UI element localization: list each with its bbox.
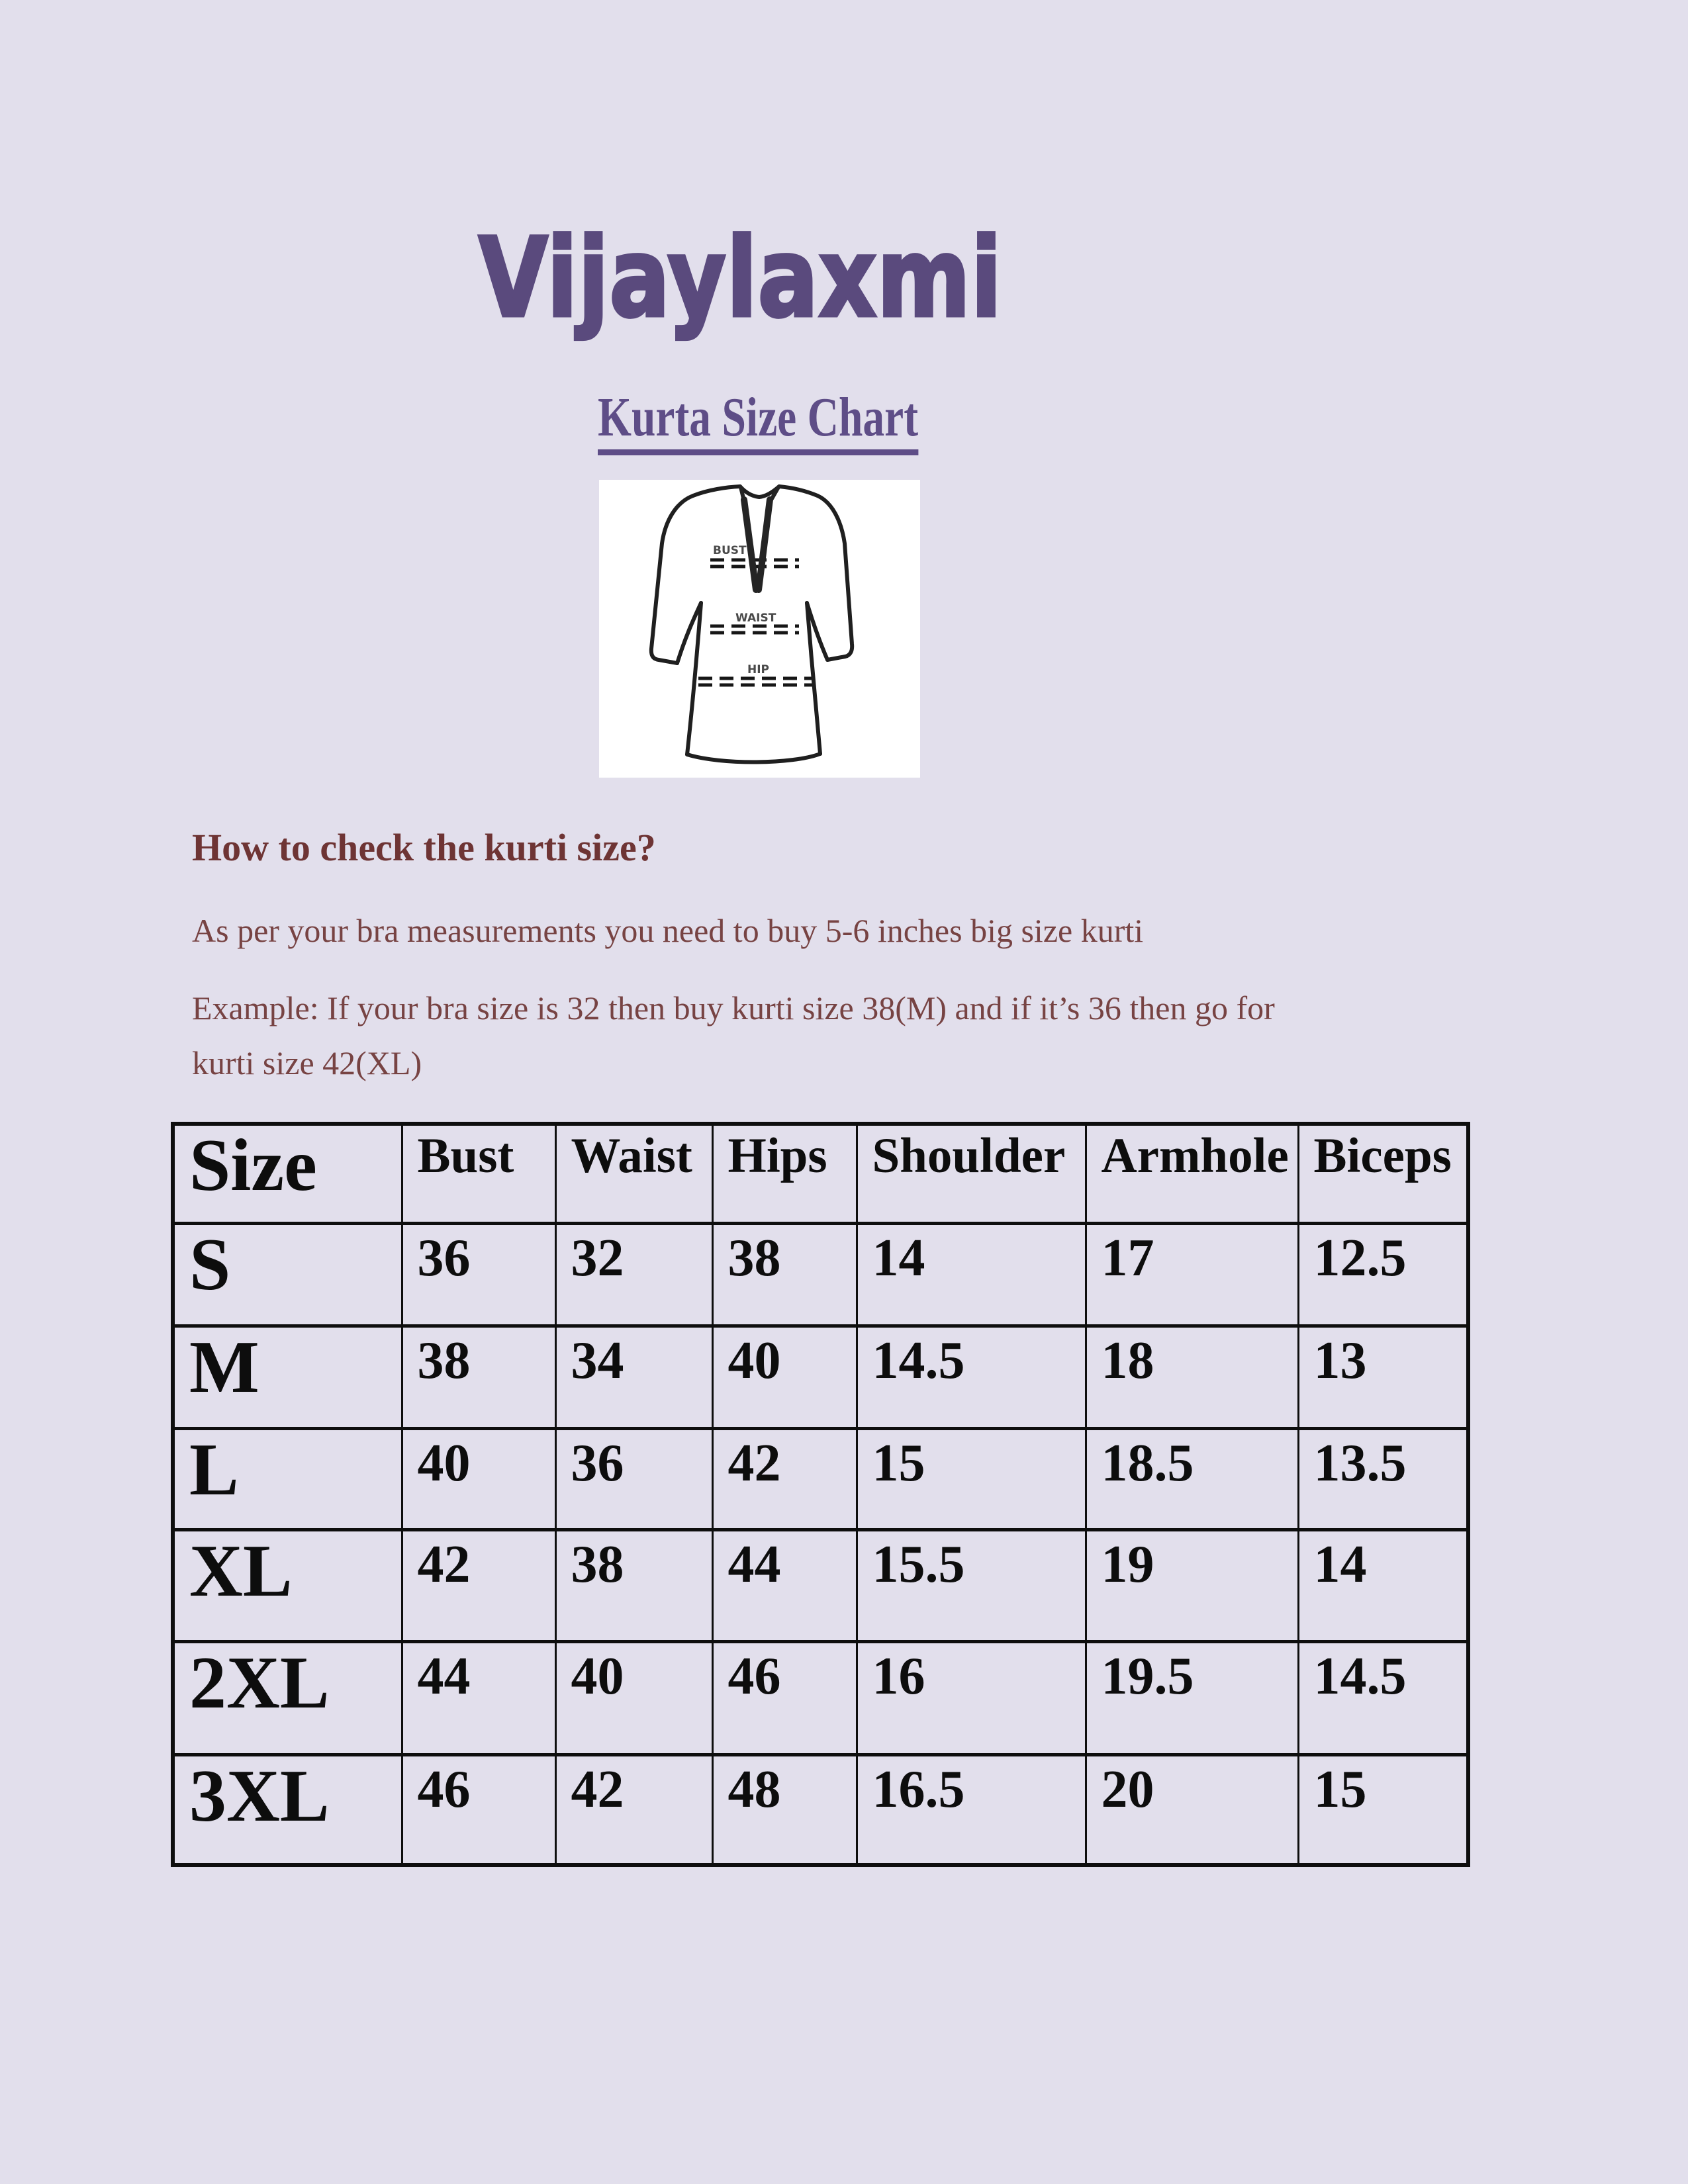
cell-value: 34 bbox=[555, 1326, 712, 1428]
header-size: Size bbox=[173, 1124, 402, 1223]
cell-value: 14.5 bbox=[1298, 1641, 1468, 1754]
table-row bbox=[173, 1641, 1468, 1754]
size-label: XL bbox=[173, 1529, 402, 1641]
cell-value: 16.5 bbox=[857, 1754, 1086, 1865]
waist-label: WAIST bbox=[735, 612, 776, 625]
cell-value: 42 bbox=[712, 1428, 857, 1529]
size-label: 3XL bbox=[173, 1754, 402, 1865]
cell-value: 15.5 bbox=[857, 1529, 1086, 1641]
cell-value: 36 bbox=[555, 1428, 712, 1529]
table-header-row bbox=[173, 1124, 1468, 1223]
size-label: S bbox=[173, 1223, 402, 1326]
cell-value: 38 bbox=[555, 1529, 712, 1641]
cell-value: 20 bbox=[1086, 1754, 1298, 1865]
cell-value: 14 bbox=[857, 1223, 1086, 1326]
hip-label: HIP bbox=[747, 663, 770, 676]
kurti-illustration bbox=[599, 480, 920, 778]
cell-value: 44 bbox=[402, 1641, 555, 1754]
cell-value: 16 bbox=[857, 1641, 1086, 1754]
table-row bbox=[173, 1754, 1468, 1865]
cell-value: 46 bbox=[402, 1754, 555, 1865]
bust-label: BUST bbox=[713, 544, 747, 557]
cell-value: 19 bbox=[1086, 1529, 1298, 1641]
paragraph-example-line1: Example: If your bra size is 32 then buy kurti size 38(M) and if it’s 36 then go for bbox=[192, 989, 1275, 1026]
table-row bbox=[173, 1223, 1468, 1326]
cell-value: 36 bbox=[402, 1223, 555, 1326]
paragraph-example bbox=[192, 981, 1275, 1091]
table-row bbox=[173, 1326, 1468, 1428]
header-bust: Bust bbox=[402, 1124, 555, 1223]
size-chart-table-container bbox=[171, 1122, 1470, 1867]
cell-value: 38 bbox=[402, 1326, 555, 1428]
cell-value: 48 bbox=[712, 1754, 857, 1865]
header-shoulder: Shoulder bbox=[857, 1124, 1086, 1223]
cell-value: 44 bbox=[712, 1529, 857, 1641]
paragraph-measurement-tip: As per your bra measurements you need to buy 5-6 inches big size kurti bbox=[192, 912, 1144, 949]
kurti-placket bbox=[741, 487, 778, 590]
cell-value: 40 bbox=[555, 1641, 712, 1754]
cell-value: 14.5 bbox=[857, 1326, 1086, 1428]
header-biceps: Biceps bbox=[1298, 1124, 1468, 1223]
cell-value: 13 bbox=[1298, 1326, 1468, 1428]
cell-value: 46 bbox=[712, 1641, 857, 1754]
size-label: L bbox=[173, 1428, 402, 1529]
cell-value: 18 bbox=[1086, 1326, 1298, 1428]
size-label: 2XL bbox=[173, 1641, 402, 1754]
cell-value: 13.5 bbox=[1298, 1428, 1468, 1529]
paragraph-example-line2: kurti size 42(XL) bbox=[192, 1044, 422, 1081]
section-title: How to check the kurti size? bbox=[192, 826, 656, 869]
cell-value: 38 bbox=[712, 1223, 857, 1326]
cell-value: 17 bbox=[1086, 1223, 1298, 1326]
header-armhole: Armhole bbox=[1086, 1124, 1298, 1223]
table-row bbox=[173, 1428, 1468, 1529]
header-waist: Waist bbox=[555, 1124, 712, 1223]
cell-value: 12.5 bbox=[1298, 1223, 1468, 1326]
cell-value: 40 bbox=[402, 1428, 555, 1529]
header-hips: Hips bbox=[712, 1124, 857, 1223]
cell-value: 42 bbox=[402, 1529, 555, 1641]
table-row bbox=[173, 1529, 1468, 1641]
kurti-diagram bbox=[599, 480, 920, 778]
cell-value: 15 bbox=[1298, 1754, 1468, 1865]
size-label: M bbox=[173, 1326, 402, 1428]
cell-value: 14 bbox=[1298, 1529, 1468, 1641]
cell-value: 18.5 bbox=[1086, 1428, 1298, 1529]
page-title: Kurta Size Chart bbox=[598, 390, 918, 455]
brand-logo: Vijaylaxmi bbox=[479, 214, 1002, 341]
size-chart-table bbox=[171, 1122, 1470, 1867]
cell-value: 42 bbox=[555, 1754, 712, 1865]
cell-value: 40 bbox=[712, 1326, 857, 1428]
cell-value: 19.5 bbox=[1086, 1641, 1298, 1754]
cell-value: 32 bbox=[555, 1223, 712, 1326]
cell-value: 15 bbox=[857, 1428, 1086, 1529]
